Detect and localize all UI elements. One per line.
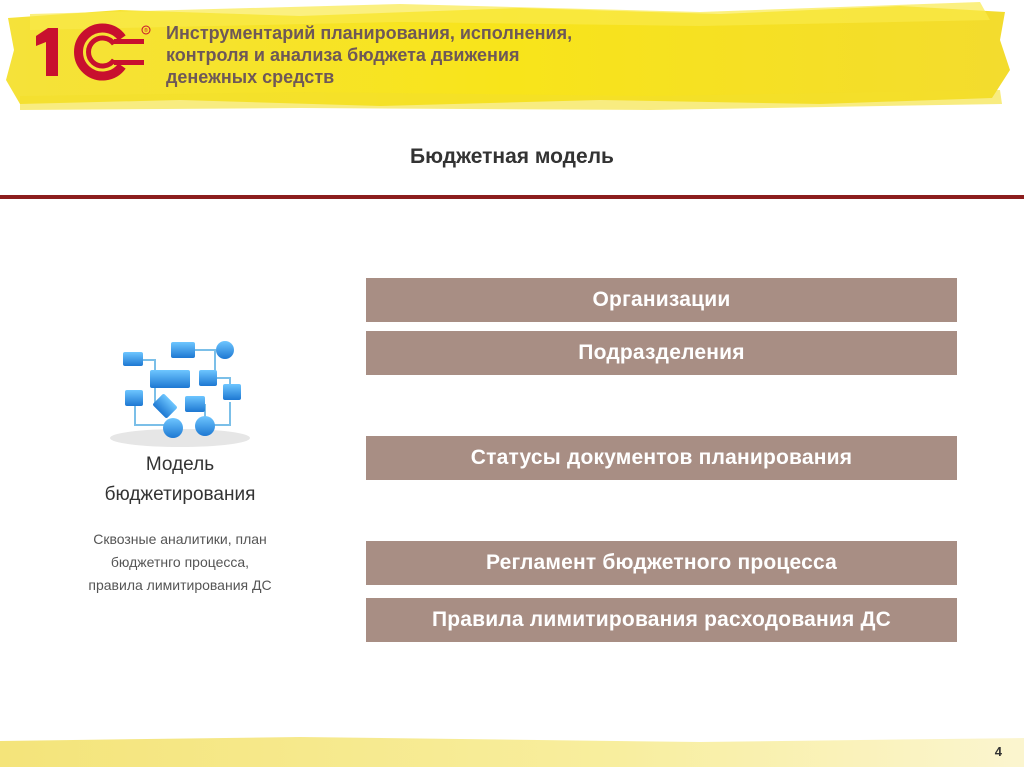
- model-description-line: правила лимитирования ДС: [88, 577, 272, 593]
- model-label-line: бюджетирования: [104, 484, 256, 505]
- logo-registered-mark: ®: [144, 28, 148, 34]
- 1c-logo: [22, 22, 152, 82]
- model-description-line: Сквозные аналитики, план: [93, 531, 267, 547]
- bar-budget-process-regulation: Регламент бюджетного процесса: [366, 541, 957, 585]
- budget-model-panel: [60, 330, 300, 597]
- title-divider: [0, 195, 1024, 199]
- header-title: [166, 22, 686, 88]
- model-description-line: бюджетнго процесса,: [110, 554, 250, 570]
- model-label-line: Модель: [145, 454, 215, 475]
- flowchart-icon: [95, 330, 265, 450]
- header-title-line: контроля и анализа бюджета движения: [166, 45, 520, 65]
- bar-planning-document-statuses: Статусы документов планирования: [366, 436, 957, 480]
- page-number: 4: [994, 744, 1002, 759]
- model-label: [60, 450, 300, 510]
- header-title-line: Инструментарий планирования, исполнения,: [166, 23, 573, 43]
- bar-organizations: Организации: [366, 278, 957, 322]
- footer-band: [0, 737, 1024, 767]
- header-title-line: денежных средств: [166, 67, 335, 87]
- model-description: [60, 528, 300, 597]
- slide-title: Бюджетная модель: [410, 145, 614, 168]
- bar-departments: Подразделения: [366, 331, 957, 375]
- bar-spending-limit-rules: Правила лимитирования расходования ДС: [366, 598, 957, 642]
